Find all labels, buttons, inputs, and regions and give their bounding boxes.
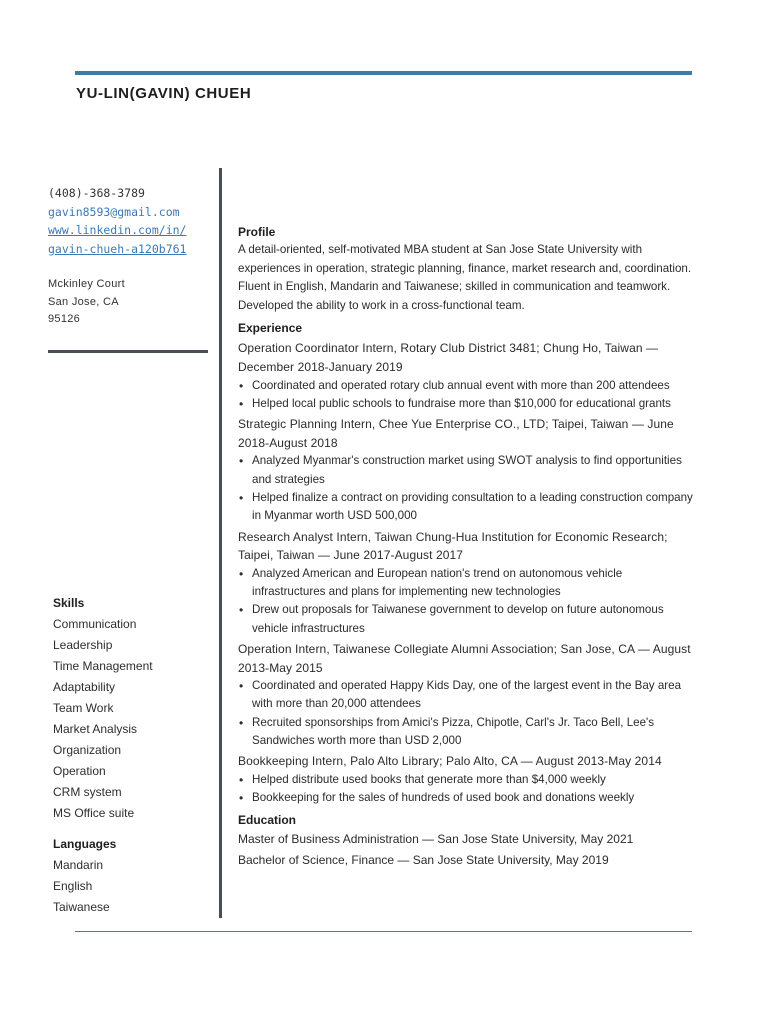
skills-heading: Skills	[53, 596, 85, 610]
linkedin-link-line-1[interactable]: www.linkedin.com/in/	[48, 223, 187, 237]
skill-item: Operation	[53, 764, 106, 778]
job-bullets	[238, 565, 696, 638]
skill-item: Leadership	[53, 638, 113, 652]
job-entry	[238, 415, 696, 525]
language-item: Taiwanese	[53, 900, 110, 914]
skill-item: MS Office suite	[53, 806, 135, 820]
skill-item: Organization	[53, 743, 122, 757]
job-title: Strategic Planning Intern, Chee Yue Enterprise CO., LTD; Taipei, Taiwan — June 2018-August 2018	[238, 417, 674, 450]
profile-heading: Profile	[238, 225, 276, 239]
skill-item: Team Work	[53, 701, 114, 715]
job-title: Research Analyst Intern, Taiwan Chung-Hua Institution for Economic Research; Taipei, Taiwan — June 2017-August 2017	[238, 529, 668, 563]
bullet-item: • Drew out proposals for Taiwanese government to develop on future autonomous vehicle infrastructures	[238, 601, 696, 638]
sidebar-divider	[48, 350, 208, 353]
phone-number: (408)-368-3789	[48, 186, 145, 200]
contact-block	[48, 184, 186, 258]
skill-item: Market Analysis	[53, 722, 138, 736]
job-entry	[238, 339, 696, 413]
main-column	[238, 223, 696, 871]
address-zip: 95126	[48, 313, 81, 325]
linkedin-link-line-2[interactable]: gavin-chueh-a120b761	[48, 241, 187, 256]
skill-item: CRM system	[53, 785, 122, 799]
bullet-item: • Bookkeeping for the sales of hundreds of used book and donations weekly	[238, 789, 696, 807]
experience-heading: Experience	[238, 321, 303, 336]
language-item: English	[53, 879, 93, 893]
languages-section	[53, 837, 116, 918]
education-item: Master of Business Administration — San Jose State University, May 2021	[238, 832, 634, 847]
bullet-item: • Helped local public schools to fundraise more than $10,000 for educational grants	[238, 395, 696, 413]
column-divider	[219, 168, 222, 918]
job-entry	[238, 528, 696, 638]
job-title: Operation Coordinator Intern, Rotary Club District 3481; Chung Ho, Taiwan — December 2018-January 2019	[238, 341, 659, 374]
language-item: Mandarin	[53, 858, 104, 872]
skill-item: Adaptability	[53, 680, 116, 694]
footer-rule	[75, 931, 692, 932]
bullet-item: • Helped finalize a contract on providing consultation to a leading construction company in Myanmar worth USD 500,000	[238, 489, 696, 526]
job-bullets	[238, 377, 696, 414]
skill-item: Time Management	[53, 659, 153, 673]
candidate-name: YU-LIN(GAVIN) CHUEH	[76, 85, 252, 102]
education-heading: Education	[238, 813, 297, 828]
job-bullets	[238, 771, 696, 808]
bullet-item: • Coordinated and operated rotary club annual event with more than 200 attendees	[238, 377, 696, 395]
job-bullets	[238, 452, 696, 525]
job-title: Bookkeeping Intern, Palo Alto Library; Palo Alto, CA — August 2013-May 2014	[238, 754, 662, 769]
bullet-item: • Analyzed American and European nation's trend on autonomous vehicle infrastructures and plans for implementing new technologies	[238, 565, 696, 602]
address-street: Mckinley Court	[48, 278, 125, 290]
header-top-rule	[75, 71, 692, 75]
languages-heading: Languages	[53, 837, 117, 851]
education-item: Bachelor of Science, Finance — San Jose State University, May 2019	[238, 853, 609, 868]
address-block	[48, 276, 125, 329]
job-title: Operation Intern, Taiwanese Collegiate Alumni Association; San Jose, CA — August 2013-May 2015	[238, 641, 691, 675]
address-city: San Jose, CA	[48, 295, 119, 308]
email-link[interactable]: gavin8593@gmail.com	[48, 204, 180, 219]
job-entry	[238, 640, 696, 750]
bullet-item: • Helped distribute used books that generate more than $4,000 weekly	[238, 771, 696, 789]
job-entry	[238, 752, 696, 807]
bullet-item: • Recruited sponsorships from Amici's Pizza, Chipotle, Carl's Jr. Taco Bell, Lee's Sandwiches worth more than USD 2,000	[238, 714, 696, 751]
profile-summary: A detail-oriented, self-motivated MBA student at San Jose State University with experiences in operation, strategic planning, finance, market research and, coordination. Fluent in English, Mandarin and Taiwanese; skilled in communication and teamwork. Developed the ability to work in a cross-functional team.	[238, 243, 692, 312]
bullet-item: • Analyzed Myanmar's construction market using SWOT analysis to find opportunities and strategies	[238, 452, 696, 489]
job-bullets	[238, 677, 696, 750]
skill-item: Communication	[53, 617, 137, 631]
bullet-item: • Coordinated and operated Happy Kids Day, one of the largest event in the Bay area with more than 20,000 attendees	[238, 677, 696, 714]
skills-section	[53, 596, 153, 824]
